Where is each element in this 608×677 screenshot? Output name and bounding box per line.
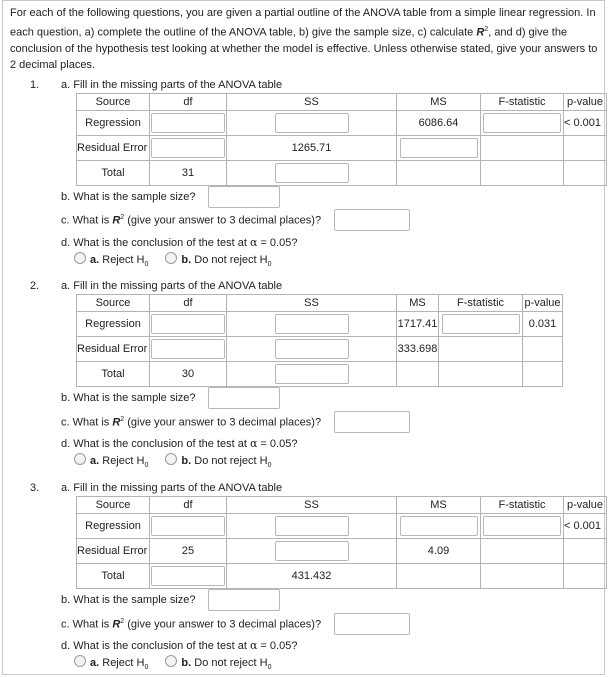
header-ss: SS	[227, 94, 397, 111]
q1-r-squared-input[interactable]	[334, 209, 410, 231]
q1-part-c: c. What is $R^2$ (give your answer to 3 decimal places)?	[61, 214, 322, 227]
q1-total-df: 31	[150, 161, 227, 186]
q2-regression-f-input[interactable]	[442, 314, 520, 334]
row-label-regression: Regression	[77, 514, 150, 539]
radio-icon[interactable]	[74, 655, 86, 667]
q2-option-do-not-reject[interactable]: b. Do not reject $H_0$	[165, 455, 271, 467]
header-f-statistic: F-statistic	[481, 94, 564, 111]
row-label-total: Total	[77, 362, 150, 387]
q3-residual-ss-input[interactable]	[275, 541, 349, 561]
q1-residual-ss: 1265.71	[227, 136, 397, 161]
q1-regression-p: < 0.001	[564, 111, 607, 136]
anova-table-3	[76, 496, 607, 589]
header-ss: SS	[227, 295, 397, 312]
q2-total-df: 30	[150, 362, 227, 387]
q2-conclusion-options	[74, 453, 272, 469]
header-df: df	[150, 295, 227, 312]
q3-regression-p: < 0.001	[564, 514, 607, 539]
header-ss: SS	[227, 497, 397, 514]
q2-part-c: c. What is $R^2$ (give your answer to 3 decimal places)?	[61, 416, 322, 429]
row-label-residual: Residual Error	[77, 539, 150, 564]
q3-residual-df: 25	[150, 539, 227, 564]
q3-option-do-not-reject[interactable]: b. Do not reject $H_0$	[165, 657, 271, 669]
q3-regression-ms-input[interactable]	[400, 516, 478, 536]
q3-regression-df-input[interactable]	[151, 516, 225, 536]
header-f-statistic: F-statistic	[481, 497, 564, 514]
header-p-value: p-value	[564, 497, 607, 514]
q3-part-b: b. What is the sample size?	[61, 594, 196, 606]
q3-total-ss: 431.432	[227, 564, 397, 589]
q2-residual-ss-input[interactable]	[275, 339, 349, 359]
q2-part-d: d. What is the conclusion of the test at α = 0.05?	[61, 437, 298, 450]
q2-residual-df-input[interactable]	[151, 339, 225, 359]
q3-sample-size-input[interactable]	[208, 589, 280, 611]
instructions-part-1: For each of the following questions, you are given a partial outline of the ANOVA table from a simple linear regression. In each question, a) complete the outline of the ANOVA table, b) give the sample size, c) calculate	[10, 7, 596, 39]
radio-icon[interactable]	[74, 453, 86, 465]
q1-option-do-not-reject[interactable]: b. Do not reject $H_0$	[165, 254, 271, 266]
q2-regression-p: 0.031	[523, 312, 563, 337]
row-label-residual: Residual Error	[77, 136, 150, 161]
q1-sample-size-input[interactable]	[208, 186, 280, 208]
q1-option-reject[interactable]: a. Reject $H_0$	[74, 254, 148, 266]
q3-regression-f-input[interactable]	[483, 516, 561, 536]
q1-total-ss-input[interactable]	[275, 163, 349, 183]
q1-part-d: d. What is the conclusion of the test at α = 0.05?	[61, 236, 298, 249]
q3-residual-ms: 4.09	[397, 539, 481, 564]
question-1-number: 1.	[30, 79, 40, 91]
header-p-value: p-value	[564, 94, 607, 111]
header-f-statistic: F-statistic	[439, 295, 523, 312]
header-ms: MS	[397, 295, 439, 312]
question-2-part-a: a. Fill in the missing parts of the ANOVA table	[61, 280, 283, 292]
question-1-part-a: a. Fill in the missing parts of the ANOVA table	[61, 79, 283, 91]
question-3-part-a: a. Fill in the missing parts of the ANOVA table	[61, 482, 283, 494]
radio-icon[interactable]	[165, 252, 177, 264]
q3-option-reject[interactable]: a. Reject $H_0$	[74, 657, 148, 669]
anova-table-1	[76, 93, 607, 186]
row-label-total: Total	[77, 161, 150, 186]
q2-r-squared-input[interactable]	[334, 411, 410, 433]
q1-regression-ss-input[interactable]	[275, 113, 349, 133]
q1-residual-ms-input[interactable]	[400, 138, 478, 158]
q1-residual-df-input[interactable]	[151, 138, 225, 158]
q2-sample-size-input[interactable]	[208, 387, 280, 409]
q2-total-ss-input[interactable]	[275, 364, 349, 384]
q2-regression-ms: 1717.41	[397, 312, 439, 337]
row-label-regression: Regression	[77, 312, 150, 337]
question-2-number: 2.	[30, 280, 40, 292]
row-label-regression: Regression	[77, 111, 150, 136]
header-df: df	[150, 94, 227, 111]
radio-icon[interactable]	[74, 252, 86, 264]
header-source: Source	[77, 295, 150, 312]
header-ms: MS	[397, 94, 481, 111]
header-p-value: p-value	[523, 295, 563, 312]
q2-part-b: b. What is the sample size?	[61, 392, 196, 404]
q3-part-d: d. What is the conclusion of the test at α = 0.05?	[61, 639, 298, 652]
header-df: df	[150, 497, 227, 514]
radio-icon[interactable]	[165, 655, 177, 667]
q1-regression-ms: 6086.64	[397, 111, 481, 136]
q2-residual-ms: 333.698	[397, 337, 439, 362]
row-label-residual: Residual Error	[77, 337, 150, 362]
row-label-total: Total	[77, 564, 150, 589]
q2-option-reject[interactable]: a. Reject $H_0$	[74, 455, 148, 467]
header-ms: MS	[397, 497, 481, 514]
q2-regression-df-input[interactable]	[151, 314, 225, 334]
q3-total-df-input[interactable]	[151, 566, 225, 586]
q1-conclusion-options	[74, 252, 272, 268]
q3-conclusion-options	[74, 655, 272, 671]
q3-regression-ss-input[interactable]	[275, 516, 349, 536]
radio-icon[interactable]	[165, 453, 177, 465]
q3-part-c: c. What is $R^2$ (give your answer to 3 decimal places)?	[61, 618, 322, 631]
question-3-number: 3.	[30, 482, 40, 494]
q2-regression-ss-input[interactable]	[275, 314, 349, 334]
header-source: Source	[77, 94, 150, 111]
q1-part-b: b. What is the sample size?	[61, 191, 196, 203]
q1-regression-f-input[interactable]	[483, 113, 561, 133]
q1-regression-df-input[interactable]	[151, 113, 225, 133]
header-source: Source	[77, 497, 150, 514]
instructions-part-2: , and d) give the conclusion of the hypothesis test looking at whether the model is effective. Unless otherwise stated, give your answers to 2 decimal places.	[10, 26, 598, 72]
instructions-text: For each of the following questions, you are given a partial outline of the ANOVA table from a simple linear regression. In each question, a) complete the outline of the ANOVA table, b) give the sample size, c) calculate $R^2$, and d) give the conclusion of the hypothesis test looking at whether the model is effective. Unless otherwise stated, give your answers to 2 decimal places.	[10, 7, 598, 72]
q3-r-squared-input[interactable]	[334, 613, 410, 635]
anova-table-2	[76, 294, 563, 387]
